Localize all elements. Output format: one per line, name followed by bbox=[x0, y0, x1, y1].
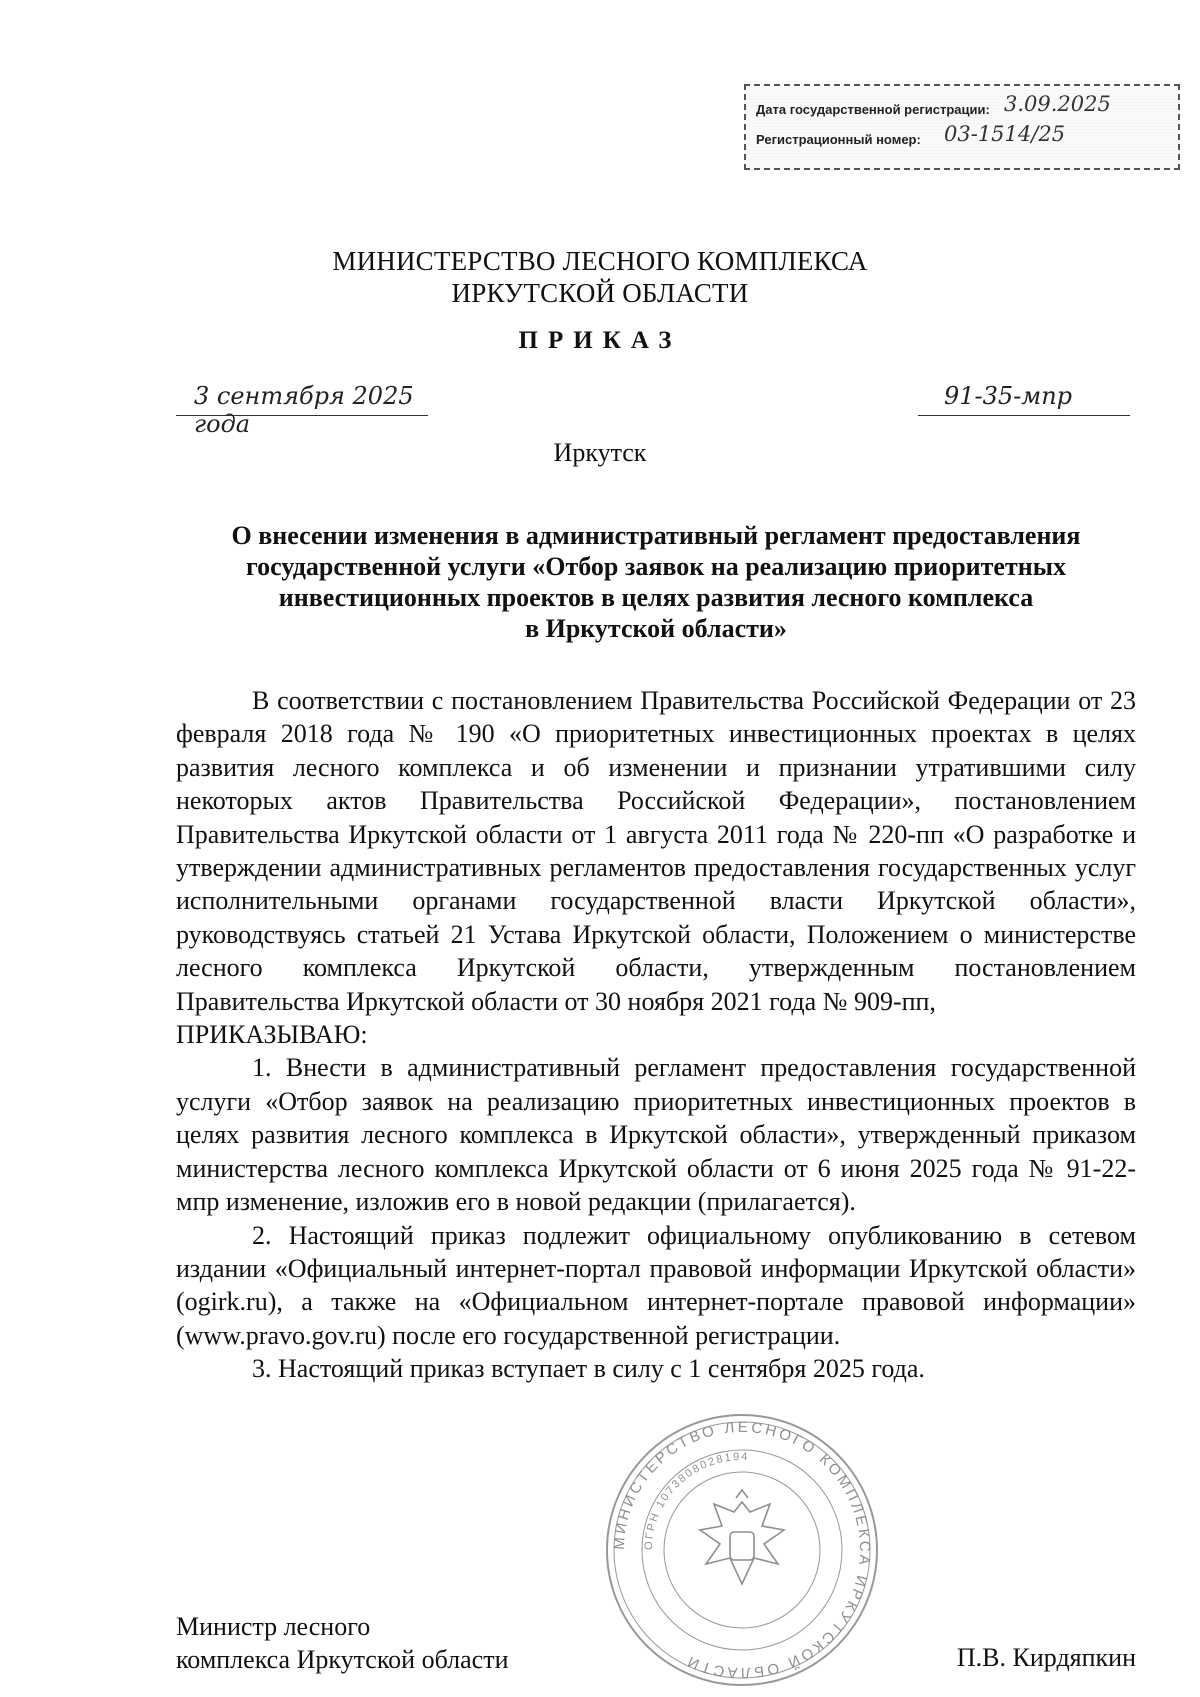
order-number-handwritten: 91-35-мпр bbox=[918, 382, 1130, 416]
signer-position bbox=[176, 1610, 508, 1676]
registration-stamp bbox=[744, 84, 1180, 170]
ministry-line-1: МИНИСТЕРСТВО ЛЕСНОГО КОМПЛЕКСА bbox=[332, 246, 868, 276]
official-seal bbox=[602, 1410, 882, 1690]
order-item-3: 3. Настоящий приказ вступает в силу с 1 сентября 2025 года. bbox=[252, 1354, 925, 1384]
coat-of-arms-icon bbox=[700, 1490, 784, 1584]
preamble-paragraph: В соответствии с постановлением Правительства Российской Федерации от 23 февраля 2018 года № 190 «О приоритетных инвестиционных проектах в целях развития лесного комплекса и об изменении и признании утратившими силу некоторых актов Правительства Российской Федерации», постановлением Правительства Иркутской области от 1 августа 2011 года № 220-пп «О разработке и утверждении административных регламентов предоставления государственных услуг исполнительными органами государственной власти Иркутской области», руководствуясь статьей 21 Устава Иркутской области, Положением о министерстве лесного комплекса Иркутской области, утвержденным постановлением Правительства Иркутской области от 30 ноября 2021 года № 909-пп, bbox=[176, 686, 1136, 1016]
title-line-1: О внесении изменения в административный регламент предоставления bbox=[231, 521, 1081, 550]
seal-outer-text: МИНИСТЕРСТВО ЛЕСНОГО КОМПЛЕКСА ИРКУТСКОЙ ОБЛАСТИ bbox=[610, 1418, 874, 1682]
signer-position-line-2: комплекса Иркутской области bbox=[176, 1645, 509, 1674]
title-line-3: инвестиционных проектов в целях развития лесного комплекса bbox=[278, 583, 1034, 612]
title-line-4: в Иркутской области» bbox=[525, 614, 787, 643]
ministry-name bbox=[0, 245, 1200, 309]
registration-date-label: Дата государственной регистрации: bbox=[756, 102, 990, 117]
registration-number-label: Регистрационный номер: bbox=[756, 132, 921, 147]
title-line-2: государственной услуги «Отбор заявок на реализацию приоритетных bbox=[245, 552, 1067, 581]
registration-date-value: 3.09.2025 bbox=[1004, 92, 1111, 116]
ministry-line-2: ИРКУТСКОЙ ОБЛАСТИ bbox=[451, 278, 749, 308]
signer-name: П.В. Кирдяпкин bbox=[956, 1643, 1136, 1672]
document-body bbox=[176, 684, 1136, 1386]
order-item-1: 1. Внести в административный регламент предоставления государственной услуги «Отбор заявок на реализацию приоритетных инвестиционных проектов в целях развития лесного комплекса в Иркутской области», утвержденный приказом министерства лесного комплекса Иркутской области от 6 июня 2025 года № 91-22-мпр изменение, изложив его в новой редакции (прилагается). bbox=[176, 1053, 1136, 1217]
city: Иркутск bbox=[553, 438, 647, 467]
document-title bbox=[176, 520, 1136, 644]
order-item-2: 2. Настоящий приказ подлежит официальному опубликованию в сетевом издании «Официальный интернет-портал правовой информации Иркутской области» (ogirk.ru), а также на «Официальном интернет-портале правовой информации» (www.pravo.gov.ru) после его государственной регистрации. bbox=[176, 1220, 1136, 1350]
seal-inner-text: ОГРН 1073808028194 bbox=[642, 1450, 750, 1551]
document-type: ПРИКАЗ bbox=[518, 327, 682, 354]
order-word: ПРИКАЗЫВАЮ: bbox=[176, 1020, 368, 1050]
signer-position-line-1: Министр лесного bbox=[176, 1612, 371, 1641]
order-date-handwritten: 3 сентября 2025 года bbox=[176, 382, 428, 416]
registration-number-value: 03-1514/25 bbox=[944, 122, 1066, 146]
